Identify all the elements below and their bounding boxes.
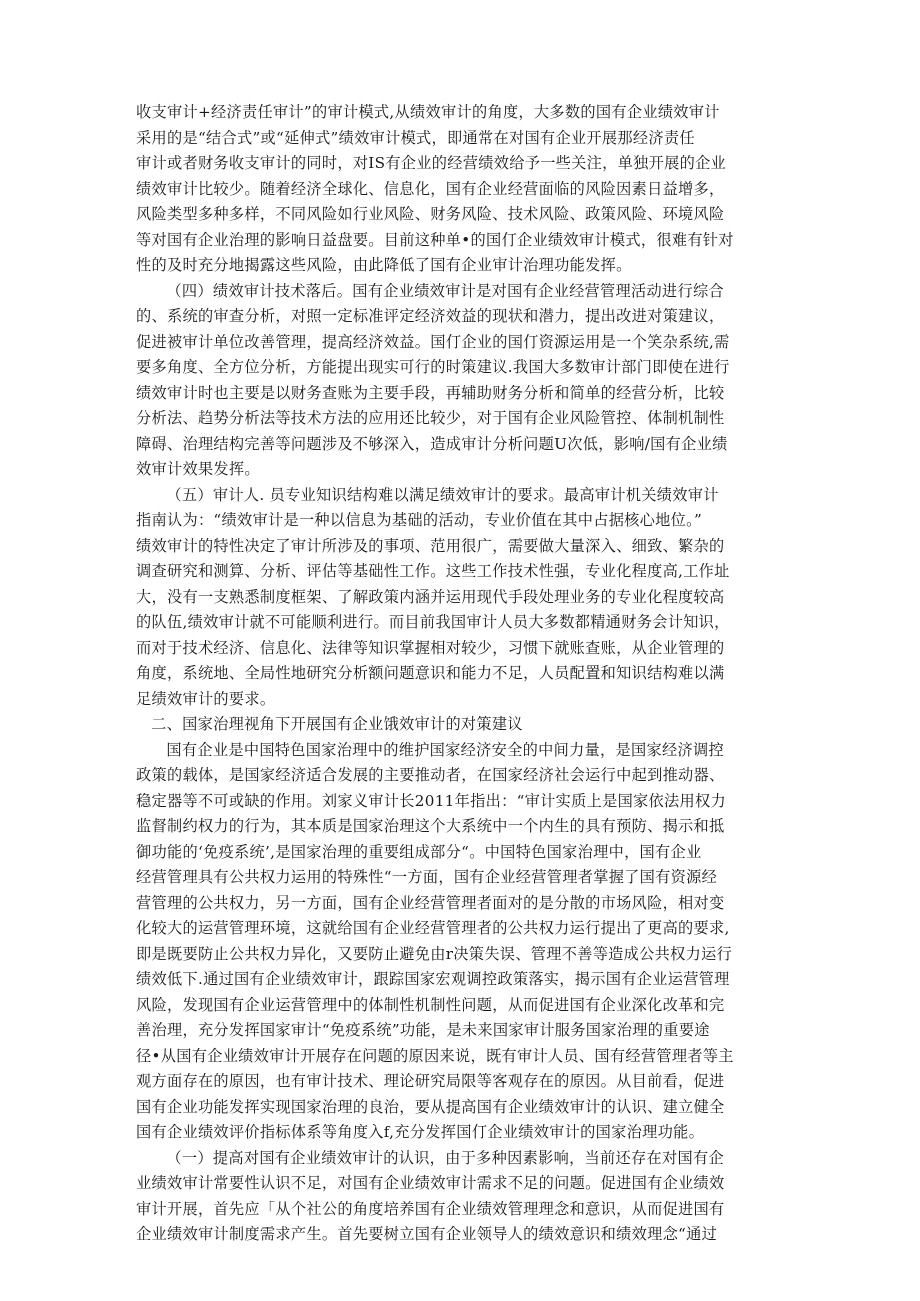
section-heading [136, 712, 784, 738]
text-line: 促进被审计单位改善管理，提高经济效益。国仃企业的国仃资源运用是一个笑杂系统,需 [136, 332, 730, 351]
text-line: 经营管理具有公共权力运用的特殊性“一方面，国有企业经营管理者掌握了国有资源经 [136, 868, 718, 886]
text-line: 径•从国有企业绩效审计开展存在问题的原因来说，既有审计人员、国有经营管理者等主 [136, 1046, 734, 1065]
text-line: 绩效审计时也主要是以财务查账为主要手段，再辅助财务分析和简单的经营分析，比较 [136, 383, 725, 402]
text-line: 监督制约权力的行为，其本质是国家治理这个大系统中一个内生的具有预防、揭示和抵 [136, 817, 725, 835]
text-line: 采用的是“结合式”或“延伸式”绩效审计模式，即通常在对国有企业开展那经济责任 [136, 128, 695, 147]
text-line: 分析法、趋势分析法等技术方法的应用还比较少，对于国有企业风险管控、体制机制性 [136, 409, 725, 427]
text-line: 的队伍,绩效审计就不可能顺利进行。而目前我国审计人员大多数都精通财务会计知识， [136, 613, 730, 631]
text-line: 收支审计+经济责任审计”的审计模式,从绩效审计的角度，大多数的国有企业绩效审计 [136, 103, 720, 121]
text-line: 绩效低下.通过国有企业绩效审计，跟踪国家宏观调控政策落实，揭示国有企业运营管理 [136, 970, 730, 988]
text-line: 角度，系统地、全局性地研究分析额问题意识和能力不足，人员配置和知识结构难以满 [136, 664, 725, 682]
document-body [136, 100, 784, 1248]
text-line: 政策的载体，是国家经济适合发展的主要推动者，在国家经济社会运行中起到推动器、 [136, 766, 725, 784]
text-line: 要多角度、全方位分析，方能提出现实可行的时策建议.我国大多数审计部门即使在进行 [136, 358, 730, 376]
text-line: 即是既要防止公共权力异化，又要防止避免由r决策失误、管理不善等造成公共权力运行 [136, 944, 733, 963]
text-line: 的、系统的审查分析，对照一定标准评定经济效益的现状和潜力，提出改进对策建议， [136, 307, 725, 325]
text-line: （四）绩效审计技术落后。国有企业绩效审计是对国有企业经营管理活动进行综合 [166, 281, 724, 300]
text-line: 御功能的‘免疫系统’,是国家治理的重要组成部分“。中国特色国家治理中，国有企业 [136, 842, 702, 861]
paragraph-3 [136, 483, 784, 713]
text-line: 障碍、治理结构完善等问题涉及不够深入，造成审计分析问题U次低，影响/国有企业绩 [136, 434, 728, 453]
paragraph-1 [136, 100, 784, 279]
text-line: （五）审计人. 员专业知识结构难以满足绩效审计的要求。最高审计机关绩效审计 [166, 485, 719, 504]
paragraph-5 [136, 1146, 784, 1248]
text-line: 化较大的运营管理环境，这就给国有企业经营管理者的公共权力运行提出了更高的要求, [136, 919, 730, 937]
text-line: 业绩效审计常要性认识不足，对国有企业绩效审计需求不足的问题。促进国有企业绩效 [136, 1174, 725, 1192]
text-line: 审计或者财务收支审计的同时，对IS有企业的经营绩效给予一些关注，单独开展的企业 [136, 154, 727, 172]
section-title: 二、国家治理视角下开展国有企业饿效审计的对策建议 [151, 715, 523, 733]
paragraph-4 [136, 738, 784, 1146]
text-line: 等对国有企业治理的影响日益盘要。目前这种单•的国仃企业绩效审计模式，很难有针对 [136, 230, 734, 249]
text-line: 风险类型多种多样，不同风险如行业风险、财务风险、技术风险、政策风险、环境风险 [136, 205, 725, 223]
text-line: 国有企业绩效评价指标体系等角度入f,充分发挥国仃企业绩效审计的国家治理功能。 [136, 1123, 705, 1141]
text-line: 风险，发现国有企业运营管理中的体制性机制性问题，从而促进国有企业深化改革和完 [136, 995, 725, 1014]
text-line: （一）提高对国有企业绩效审计的认识，由于多种因素影响，当前还存在对国有企 [166, 1148, 724, 1167]
text-line: 大，没有一支熟悉制度框架、了解政策内涵并运用现代手段处理业务的专业化程度较高 [136, 587, 725, 606]
text-line: 企业绩效审计制度需求产生。首先要树立国有企业领导人的绩效意识和绩效理念“通过 [136, 1225, 718, 1243]
text-line: 而对于技术经济、信息化、法律等知识掌握相对较少，习惯下就账查账，从企业管理的 [136, 638, 725, 657]
text-line: 稳定器等不可或缺的作用。刘家义审计长2011年指出：“审计实质上是国家依法用权力 [136, 791, 726, 810]
text-line: 善治理，充分发挥国家审计“免疫系统”功能，是未来国家审计服务国家治理的重要途 [136, 1021, 710, 1039]
text-line: 观方面存在的原因，也有审计技术、理论研究局限等客观存在的原因。从目前看，促进 [136, 1072, 725, 1090]
text-line: 营管理的公共权力，另一方面，国有企业经营管理者面对的是分散的市场风险，相对变 [136, 893, 725, 912]
text-line: 绩效审计比较少。随着经济全球化、信息化，国有企业经营面临的风险因素日益增多， [136, 179, 725, 198]
text-line: 绩效审计的特性决定了审计所涉及的事项、范用很广，需要做大量深入、细致、繁杂的 [136, 536, 725, 555]
text-line: 指南认为：“绩效审计是一种以信息为基础的活动，专业价值在其中占据核心地位。” [136, 511, 703, 529]
paragraph-2 [136, 279, 784, 483]
text-line: 国有企业是中国特色国家治理中的维护国家经济安全的中间力量，是国家经济调控 [166, 740, 724, 759]
text-line: 国有企业功能发挥实现国家治理的良治，要从提高国有企业绩效审计的认识、建立健全 [136, 1097, 725, 1116]
text-line: 审计开展，首先应「从个社公的角度培养国有企业绩效管理理念和意识，从而促进国有 [136, 1199, 725, 1218]
text-line: 性的及时充分地揭露这些风险，由此降低了国有企业审计治理功能发挥。 [136, 256, 632, 274]
text-line: 调查研究和测算、分析、评估等基础性工作。这些工作技术性强，专业化程度高,工作址 [136, 562, 730, 580]
text-line: 足绩效审计的要求。 [136, 689, 276, 708]
text-line: 效审计效果发挥。 [136, 460, 260, 478]
